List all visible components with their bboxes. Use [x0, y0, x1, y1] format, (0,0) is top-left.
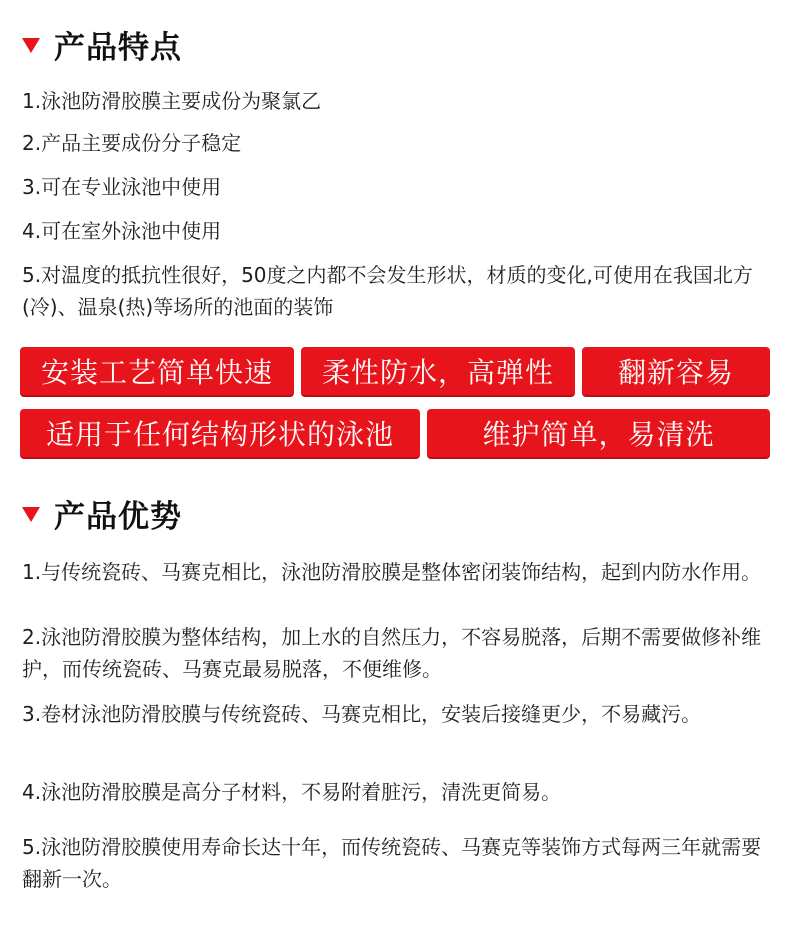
advantage-item-4: 4.泳池防滑胶膜是高分子材料，不易附着脏污，清洗更简易。	[22, 780, 562, 804]
advantage-item-3: 3.卷材泳池防滑胶膜与传统瓷砖、马赛克相比，安装后接缝更少，不易藏污。	[22, 702, 702, 726]
features-heading	[22, 22, 182, 66]
tag-badge-renovate: 翻新容易	[582, 347, 770, 397]
tag-badge-install: 安装工艺简单快速	[20, 347, 294, 397]
tag-badge-waterproof: 柔性防水，高弹性	[301, 347, 575, 397]
advantages-heading	[22, 491, 182, 535]
feature-item-2: 2.产品主要成份分子稳定	[22, 131, 242, 155]
feature-item-1: 1.泳池防滑胶膜主要成份为聚氯乙	[22, 89, 322, 113]
advantage-item-5: 5.泳池防滑胶膜使用寿命长达十年，而传统瓷砖、马赛克等装饰方式每两三年就需要翻新一次。	[22, 835, 762, 891]
triangle-down-icon	[22, 507, 40, 522]
triangle-down-icon	[22, 38, 40, 53]
features-title: 产品特点	[54, 29, 182, 66]
tag-badge-any-shape: 适用于任何结构形状的泳池	[20, 409, 420, 459]
advantage-item-1: 1.与传统瓷砖、马赛克相比，泳池防滑胶膜是整体密闭装饰结构，起到内防水作用。	[22, 560, 762, 584]
feature-item-3: 3.可在专业泳池中使用	[22, 175, 222, 199]
advantages-title: 产品优势	[54, 498, 182, 535]
tag-badge-maintenance: 维护简单，易清洗	[427, 409, 770, 459]
feature-item-5: 5.对温度的抵抗性很好，50度之内都不会发生形状，材质的变化,可使用在我国北方(冷)、温泉(热)等场所的池面的装饰	[22, 263, 753, 319]
advantage-item-2: 2.泳池防滑胶膜为整体结构，加上水的自然压力，不容易脱落，后期不需要做修补维护，而传统瓷砖、马赛克最易脱落，不便维修。	[22, 625, 762, 681]
feature-item-4: 4.可在室外泳池中使用	[22, 219, 222, 243]
